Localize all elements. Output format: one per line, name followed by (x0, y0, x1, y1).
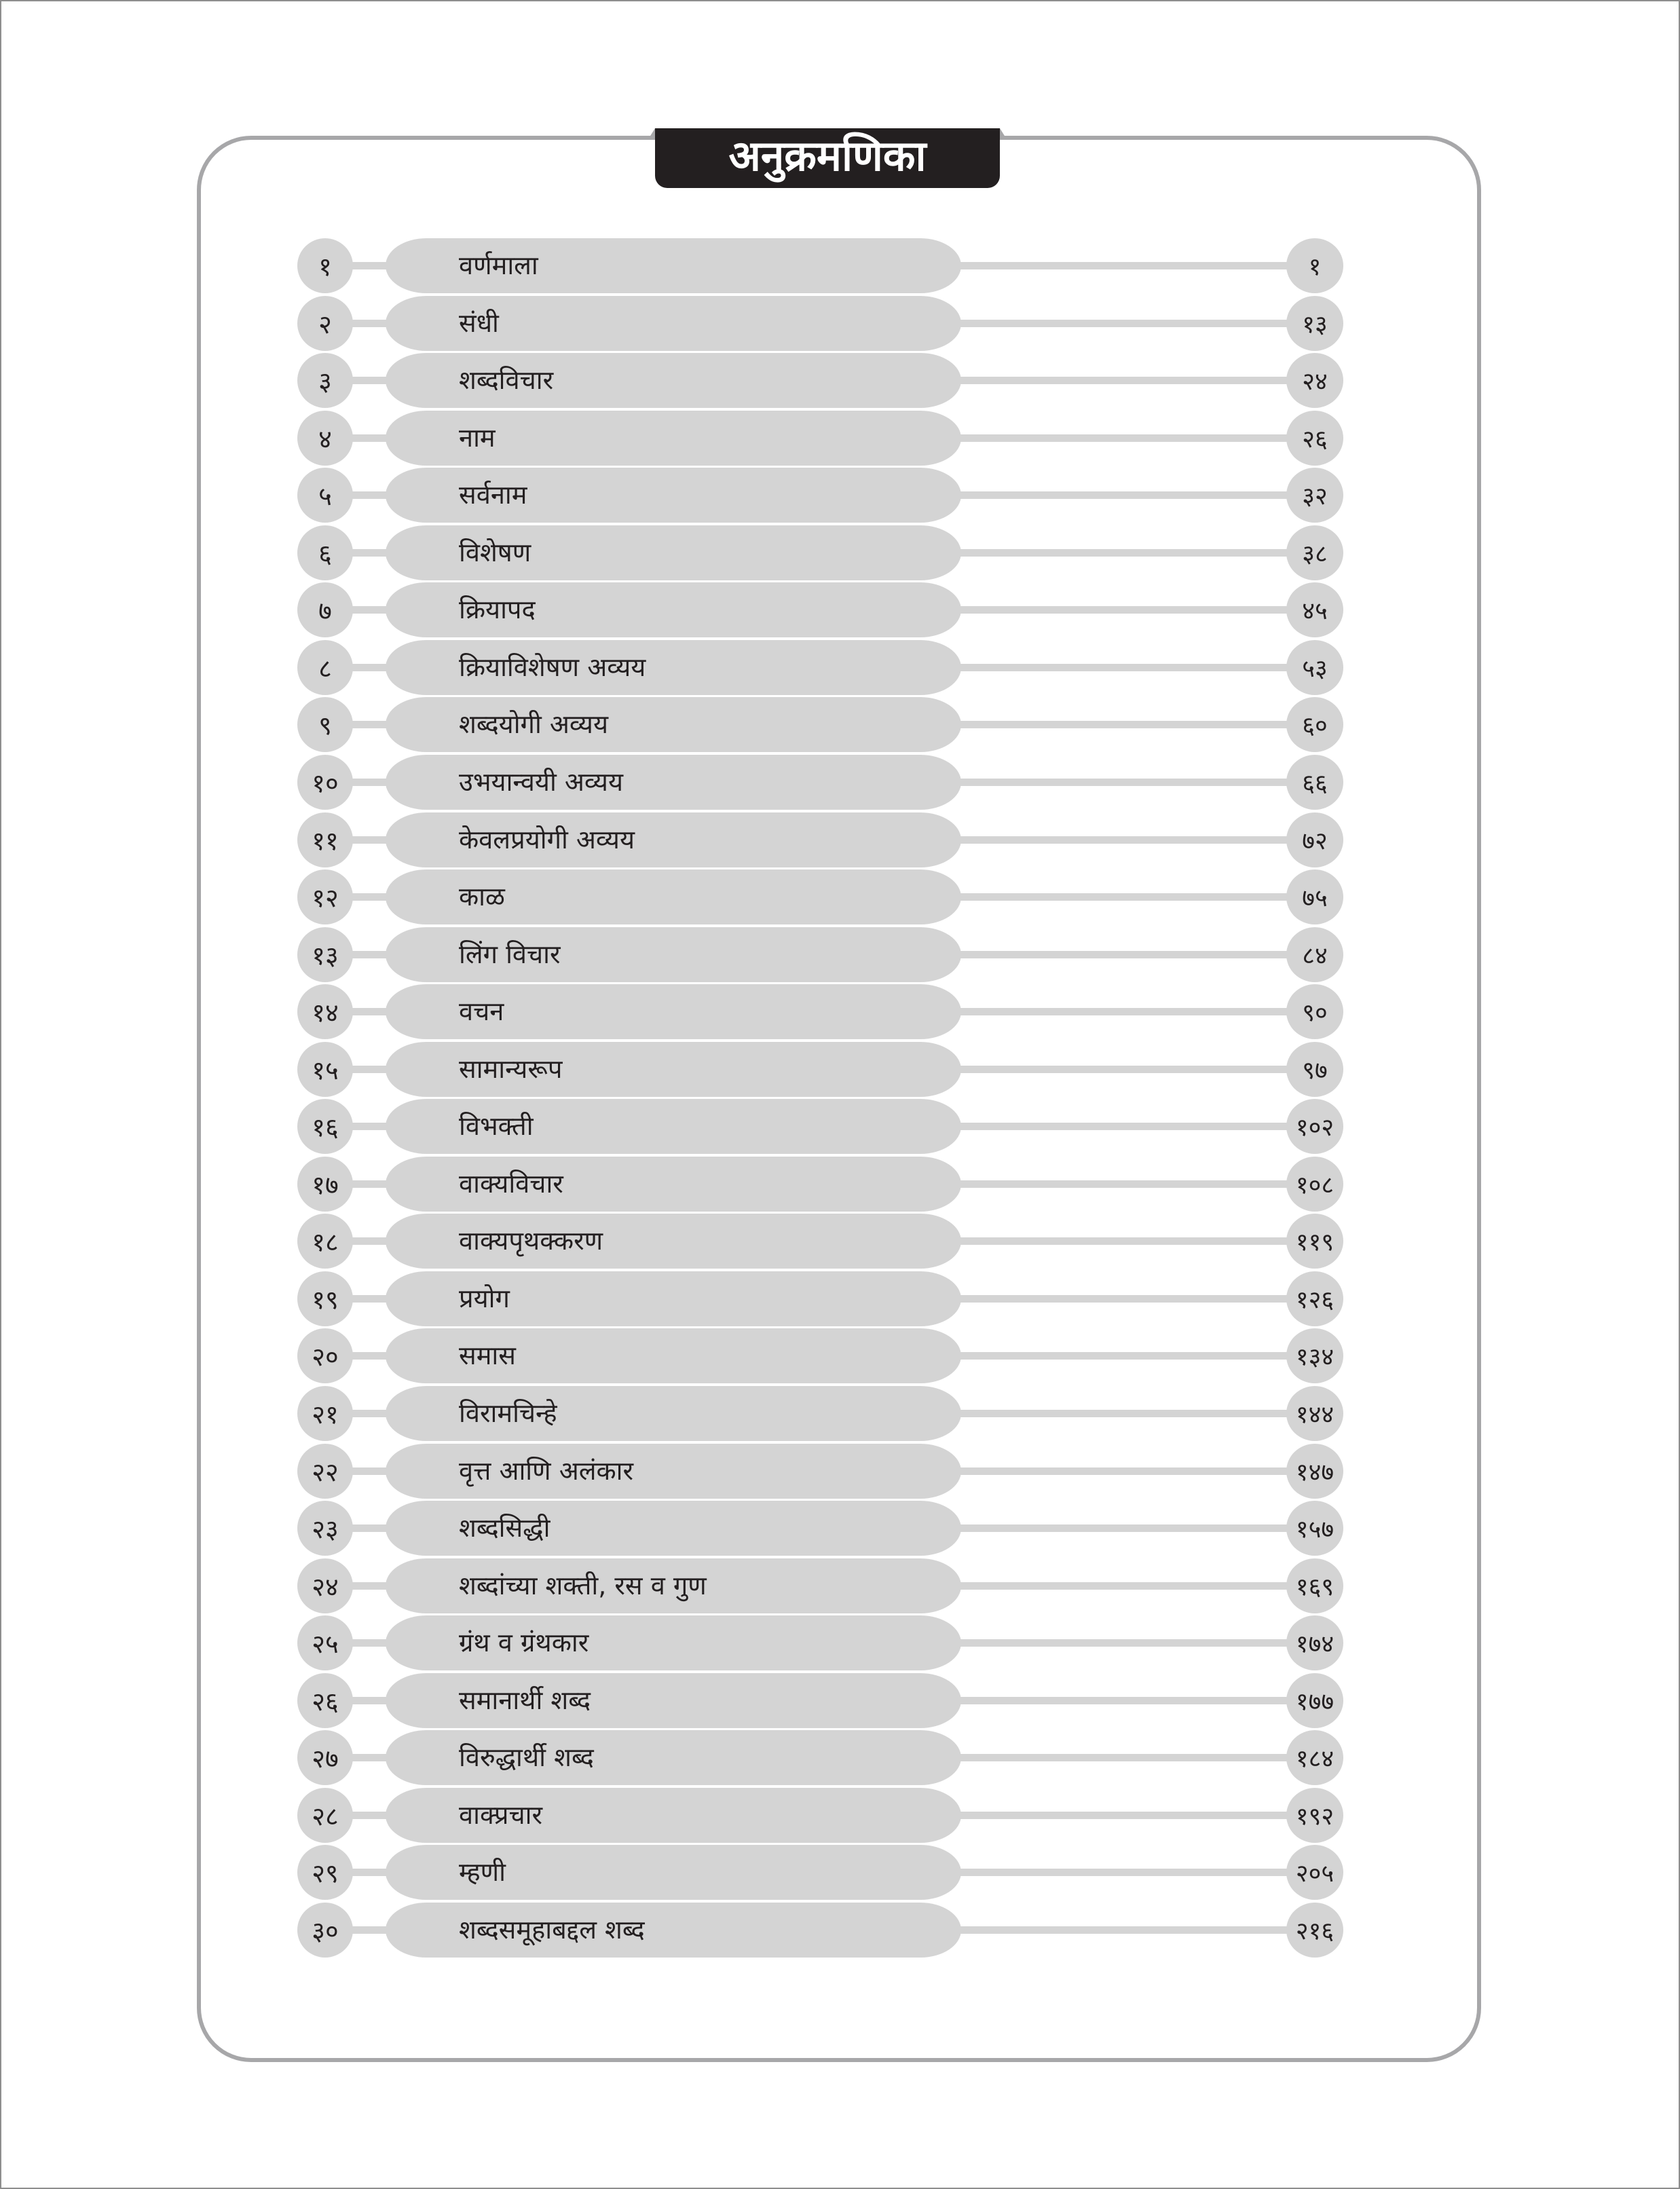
chapter-title: शब्दविचार (459, 365, 554, 395)
page-number: १४७ (1286, 1444, 1343, 1499)
toc-entry[interactable] (297, 984, 1343, 1039)
page-number: ९७ (1286, 1042, 1343, 1097)
toc-entry[interactable] (297, 353, 1343, 408)
page-number: ६६ (1286, 755, 1343, 810)
toc-entry[interactable] (297, 812, 1343, 867)
chapter-number: १४ (297, 984, 353, 1039)
toc-entry[interactable] (297, 238, 1343, 293)
toc-entry[interactable] (297, 1157, 1343, 1212)
connector-line (350, 1237, 388, 1245)
chapter-title-pill[interactable] (386, 1271, 961, 1326)
page-number: २४ (1286, 353, 1343, 408)
connector-line (350, 491, 388, 499)
connector-line (350, 1123, 388, 1130)
chapter-title: काळ (459, 882, 505, 912)
chapter-title: शब्दांच्या शक्ती, रस व गुण (459, 1571, 707, 1601)
chapter-title: क्रियापद (459, 595, 536, 624)
connector-line (350, 1467, 388, 1475)
chapter-title: सामान्यरूप (459, 1054, 563, 1084)
chapter-title-pill[interactable] (386, 238, 961, 293)
leader-line (956, 262, 1295, 269)
chapter-number: ८ (297, 640, 353, 695)
chapter-title: म्हणी (459, 1857, 506, 1887)
page-number: ८४ (1286, 927, 1343, 982)
chapter-title: लिंग विचार (459, 939, 561, 969)
chapter-number: ४ (297, 411, 353, 466)
leader-line (956, 1066, 1295, 1073)
toc-entry[interactable] (297, 1214, 1343, 1269)
chapter-title: प्रयोग (459, 1284, 510, 1313)
chapter-title: वर्णमाला (459, 250, 538, 280)
leader-line (956, 779, 1295, 786)
page-number: १५७ (1286, 1501, 1343, 1556)
chapter-number: २१ (297, 1386, 353, 1441)
chapter-number: २८ (297, 1788, 353, 1843)
leader-line (956, 1237, 1295, 1245)
toc-entry[interactable] (297, 1501, 1343, 1556)
toc-entry[interactable] (297, 755, 1343, 810)
page-number: ७२ (1286, 812, 1343, 867)
connector-line (350, 1697, 388, 1704)
page-number: १७४ (1286, 1615, 1343, 1670)
toc-entry[interactable] (297, 1271, 1343, 1326)
chapter-title-pill[interactable] (386, 1558, 961, 1613)
chapter-title: समास (459, 1341, 516, 1370)
chapter-number: २३ (297, 1501, 353, 1556)
leader-line (956, 491, 1295, 499)
chapter-title: वचन (459, 996, 504, 1026)
toc-entry[interactable] (297, 927, 1343, 982)
leader-line (956, 1754, 1295, 1761)
chapter-title: सर्वनाम (459, 480, 527, 510)
toc-entry[interactable] (297, 296, 1343, 351)
chapter-title-pill[interactable] (386, 1673, 961, 1728)
connector-line (350, 779, 388, 786)
chapter-title-pill[interactable] (386, 1157, 961, 1212)
chapter-title-pill[interactable] (386, 1099, 961, 1154)
chapter-title: क्रियाविशेषण अव्यय (459, 652, 646, 682)
chapter-title-pill[interactable] (386, 812, 961, 867)
leader-line (956, 320, 1295, 327)
connector-line (350, 1008, 388, 1015)
toc-entry[interactable] (297, 1042, 1343, 1097)
chapter-number: १८ (297, 1214, 353, 1269)
chapter-title: वाक्यविचार (459, 1169, 563, 1199)
chapter-title: वृत्त आणि अलंकार (459, 1456, 634, 1486)
connector-line (350, 1180, 388, 1188)
page-number: १३ (1286, 296, 1343, 351)
chapter-number: १७ (297, 1157, 353, 1212)
page-number: १०८ (1286, 1157, 1343, 1212)
page-number: ११९ (1286, 1214, 1343, 1269)
page-number: २१६ (1286, 1903, 1343, 1958)
toc-entry[interactable] (297, 869, 1343, 924)
toc-entry[interactable] (297, 1386, 1343, 1441)
chapter-title-pill[interactable] (386, 1444, 961, 1499)
toc-entry[interactable] (297, 1099, 1343, 1154)
chapter-number: २५ (297, 1615, 353, 1670)
page-number: ७५ (1286, 869, 1343, 924)
leader-line (956, 721, 1295, 728)
connector-line (350, 1926, 388, 1934)
chapter-title-pill[interactable] (386, 1214, 961, 1269)
page-number: १९२ (1286, 1788, 1343, 1843)
chapter-number: ६ (297, 525, 353, 580)
leader-line (956, 1869, 1295, 1876)
leader-line (956, 1180, 1295, 1188)
connector-line (350, 549, 388, 557)
connector-line (350, 1639, 388, 1647)
chapter-number: ११ (297, 812, 353, 867)
chapter-number: ७ (297, 582, 353, 637)
chapter-number: २ (297, 296, 353, 351)
page-number: ४५ (1286, 582, 1343, 637)
toc-entry[interactable] (297, 1845, 1343, 1900)
connector-line (350, 951, 388, 958)
page-number: १४४ (1286, 1386, 1343, 1441)
chapter-title: वाक्प्रचार (459, 1800, 543, 1830)
chapter-title: विभक्ती (459, 1111, 534, 1141)
connector-line (350, 1524, 388, 1532)
leader-line (956, 1352, 1295, 1360)
connector-line (350, 1582, 388, 1590)
chapter-title-pill[interactable] (386, 582, 961, 637)
chapter-title-pill[interactable] (386, 1042, 961, 1097)
connector-line (350, 893, 388, 901)
chapter-title-pill[interactable] (386, 1903, 961, 1958)
leader-line (956, 1812, 1295, 1819)
leader-line (956, 606, 1295, 614)
chapter-title-pill[interactable] (386, 640, 961, 695)
page-number: १७७ (1286, 1673, 1343, 1728)
page-number: १३४ (1286, 1328, 1343, 1383)
chapter-number: ९ (297, 697, 353, 752)
chapter-number: १५ (297, 1042, 353, 1097)
chapter-number: २७ (297, 1730, 353, 1785)
page-number: २६ (1286, 411, 1343, 466)
page-number: ३२ (1286, 468, 1343, 523)
chapter-title: उभयान्वयी अव्यय (459, 767, 623, 797)
leader-line (956, 434, 1295, 442)
toc-entry[interactable] (297, 1730, 1343, 1785)
chapter-title: विरामचिन्हे (459, 1398, 557, 1428)
toc-entry[interactable] (297, 697, 1343, 752)
connector-line (350, 1066, 388, 1073)
toc-entry[interactable] (297, 411, 1343, 466)
leader-line (956, 549, 1295, 557)
chapter-number: १९ (297, 1271, 353, 1326)
chapter-number: १२ (297, 869, 353, 924)
chapter-title-pill[interactable] (386, 525, 961, 580)
chapter-title-pill[interactable] (386, 1615, 961, 1670)
page-number: १२६ (1286, 1271, 1343, 1326)
connector-line (350, 1410, 388, 1417)
chapter-title-pill[interactable] (386, 1386, 961, 1441)
chapter-title-pill[interactable] (386, 1501, 961, 1556)
chapter-title-pill[interactable] (386, 1845, 961, 1900)
connector-line (350, 1295, 388, 1303)
connector-line (350, 664, 388, 671)
chapter-title: वाक्यपृथक्करण (459, 1226, 603, 1256)
chapter-number: १६ (297, 1099, 353, 1154)
page-number: २०५ (1286, 1845, 1343, 1900)
leader-line (956, 1524, 1295, 1532)
chapter-title-pill[interactable] (386, 927, 961, 982)
chapter-title: शब्दसमूहाबद्दल शब्द (459, 1915, 645, 1945)
leader-line (956, 1467, 1295, 1475)
leader-line (956, 377, 1295, 384)
leader-line (956, 1008, 1295, 1015)
connector-line (350, 262, 388, 269)
leader-line (956, 1410, 1295, 1417)
chapter-number: १३ (297, 927, 353, 982)
chapter-number: १ (297, 238, 353, 293)
page-number: १ (1286, 238, 1343, 293)
chapter-number: २६ (297, 1673, 353, 1728)
connector-line (350, 606, 388, 614)
page-number: ६० (1286, 697, 1343, 752)
chapter-title-pill[interactable] (386, 296, 961, 351)
leader-line (956, 893, 1295, 901)
toc-entry[interactable] (297, 640, 1343, 695)
chapter-title-pill[interactable] (386, 1788, 961, 1843)
chapter-title: केवलप्रयोगी अव्यय (459, 825, 635, 855)
chapter-number: २० (297, 1328, 353, 1383)
chapter-number: २९ (297, 1845, 353, 1900)
toc-entry[interactable] (297, 525, 1343, 580)
chapter-title: शब्दसिद्धी (459, 1513, 550, 1543)
leader-line (956, 1295, 1295, 1303)
page-number: १०२ (1286, 1099, 1343, 1154)
chapter-number: २२ (297, 1444, 353, 1499)
chapter-title-pill[interactable] (386, 1730, 961, 1785)
toc-entry[interactable] (297, 468, 1343, 523)
chapter-number: ३० (297, 1903, 353, 1958)
connector-line (350, 1812, 388, 1819)
leader-line (956, 1123, 1295, 1130)
leader-line (956, 664, 1295, 671)
toc-entry[interactable] (297, 1328, 1343, 1383)
toc-entry[interactable] (297, 1558, 1343, 1613)
chapter-title: ग्रंथ व ग्रंथकार (459, 1628, 589, 1658)
leader-line (956, 1639, 1295, 1647)
leader-line (956, 836, 1295, 844)
chapter-title: समानार्थी शब्द (459, 1685, 591, 1715)
chapter-number: ३ (297, 353, 353, 408)
chapter-number: २४ (297, 1558, 353, 1613)
page-number: ९० (1286, 984, 1343, 1039)
connector-line (350, 721, 388, 728)
chapter-title: विशेषण (459, 538, 531, 567)
connector-line (350, 836, 388, 844)
chapter-title-pill[interactable] (386, 984, 961, 1039)
chapter-title-pill[interactable] (386, 411, 961, 466)
chapter-title-pill[interactable] (386, 1328, 961, 1383)
leader-line (956, 1926, 1295, 1934)
page-number: १६९ (1286, 1558, 1343, 1613)
leader-line (956, 1697, 1295, 1704)
toc-entry[interactable] (297, 1673, 1343, 1728)
chapter-title: शब्दयोगी अव्यय (459, 709, 608, 739)
toc-entry[interactable] (297, 1615, 1343, 1670)
page-number: ३८ (1286, 525, 1343, 580)
chapter-number: १० (297, 755, 353, 810)
leader-line (956, 951, 1295, 958)
chapter-title-pill[interactable] (386, 697, 961, 752)
leader-line (956, 1582, 1295, 1590)
page-number: १८४ (1286, 1730, 1343, 1785)
connector-line (350, 377, 388, 384)
chapter-title-pill[interactable] (386, 468, 961, 523)
toc-entry[interactable] (297, 1788, 1343, 1843)
chapter-title: संधी (459, 308, 499, 338)
connector-line (350, 320, 388, 327)
connector-line (350, 1352, 388, 1360)
chapter-title-pill[interactable] (386, 869, 961, 924)
page-title: अनुक्रमणिका (728, 131, 927, 181)
chapter-number: ५ (297, 468, 353, 523)
page-number: ५३ (1286, 640, 1343, 695)
connector-line (350, 434, 388, 442)
connector-line (350, 1754, 388, 1761)
chapter-title: विरुद्धार्थी शब्द (459, 1742, 594, 1772)
toc-entry[interactable] (297, 1903, 1343, 1958)
toc-entry[interactable] (297, 582, 1343, 637)
connector-line (350, 1869, 388, 1876)
chapter-title-pill[interactable] (386, 755, 961, 810)
chapter-title-pill[interactable] (386, 353, 961, 408)
chapter-title: नाम (459, 423, 496, 453)
toc-entry[interactable] (297, 1444, 1343, 1499)
